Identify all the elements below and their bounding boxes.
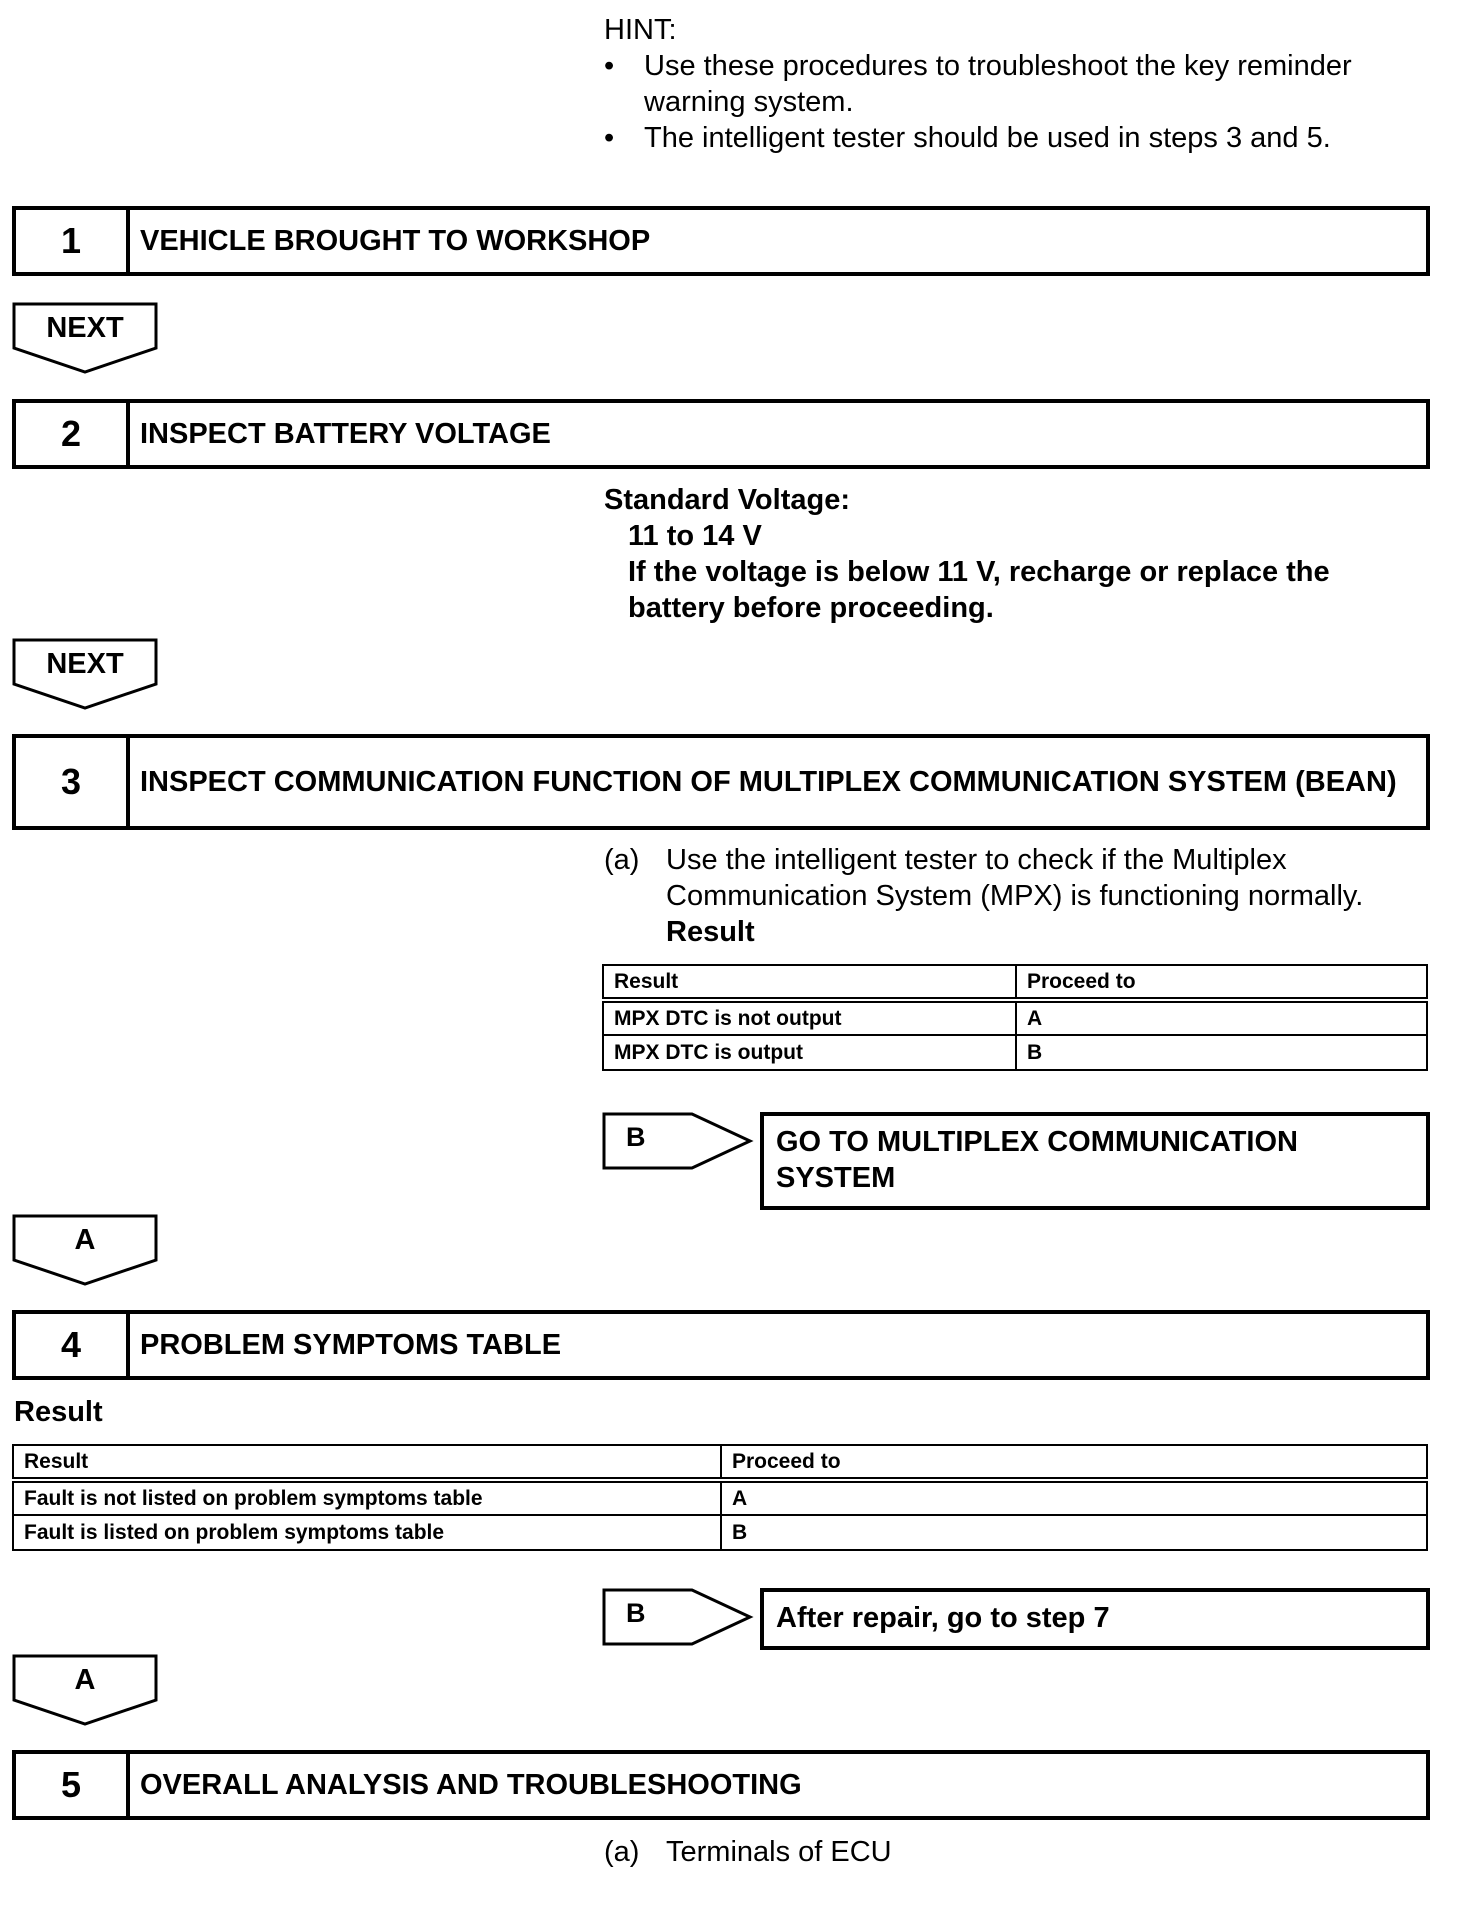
hint-label: HINT: — [604, 14, 677, 46]
step-number: 2 — [16, 403, 130, 465]
step-4-result-table — [12, 1444, 1428, 1551]
step-number: 5 — [16, 1754, 130, 1816]
next-arrow-2 — [12, 638, 158, 710]
table-header-cell: Proceed to — [1016, 965, 1427, 1000]
table-cell: MPX DTC is output — [603, 1035, 1016, 1070]
table-row — [603, 1000, 1427, 1035]
branch-label: B — [626, 1122, 646, 1152]
next-arrow-1 — [12, 302, 158, 374]
next-label: NEXT — [46, 312, 124, 344]
table-cell: Fault is listed on problem symptoms table — [13, 1515, 721, 1550]
step-title: INSPECT BATTERY VOLTAGE — [140, 418, 551, 450]
step-title: PROBLEM SYMPTOMS TABLE — [140, 1329, 562, 1361]
table-cell: A — [721, 1480, 1427, 1515]
list-marker: (a) — [604, 844, 640, 876]
voltage-note: If the voltage is below 11 V, recharge or replace the battery before proceeding. — [628, 556, 1330, 624]
step-title: OVERALL ANALYSIS AND TROUBLESHOOTING — [140, 1769, 802, 1801]
voltage-value: 11 to 14 V — [628, 520, 762, 552]
step-title: VEHICLE BROUGHT TO WORKSHOP — [140, 225, 651, 257]
goto-box-mpx: GO TO MULTIPLEX COMMUNICATION SYSTEM — [760, 1112, 1430, 1210]
table-cell: B — [1016, 1035, 1427, 1070]
voltage-heading: Standard Voltage: — [604, 484, 850, 516]
hint-item: • The intelligent tester should be used in steps 3 and 5. — [604, 120, 1424, 156]
step-number: 4 — [16, 1314, 130, 1376]
table-cell: MPX DTC is not output — [603, 1000, 1016, 1035]
table-row — [13, 1515, 1427, 1550]
next-label: NEXT — [46, 648, 124, 680]
table-row — [13, 1480, 1427, 1515]
result-label: Result — [14, 1396, 103, 1428]
hint-block — [604, 12, 1424, 156]
table-cell: Fault is not listed on problem symptoms table — [13, 1480, 721, 1515]
branch-label: B — [626, 1598, 646, 1628]
branch-label: A — [74, 1664, 96, 1696]
step-2-header — [12, 399, 1430, 469]
step-1-header — [12, 206, 1430, 276]
table-cell: B — [721, 1515, 1427, 1550]
step-number: 3 — [16, 738, 130, 826]
table-header-cell: Result — [603, 965, 1016, 1000]
table-header-cell: Proceed to — [721, 1445, 1427, 1480]
table-cell: A — [1016, 1000, 1427, 1035]
voltage-block — [604, 482, 1424, 626]
branch-label: A — [74, 1224, 96, 1256]
hint-item: • Use these procedures to troubleshoot the key reminder warning system. — [604, 48, 1424, 120]
step-3-header — [12, 734, 1430, 830]
hint-list — [604, 48, 1424, 156]
table-header-cell: Result — [13, 1445, 721, 1480]
step-number: 1 — [16, 210, 130, 272]
step-3-result-table — [602, 964, 1428, 1071]
instruction-text: Use the intelligent tester to check if the Multiplex Communication System (MPX) is functioning normally. — [666, 844, 1364, 912]
step-title: INSPECT COMMUNICATION FUNCTION OF MULTIPLEX COMMUNICATION SYSTEM (BEAN) — [140, 766, 1397, 798]
table-header-row — [603, 965, 1427, 1000]
step-4-header — [12, 1310, 1430, 1380]
result-label: Result — [666, 916, 755, 948]
goto-box-step7: After repair, go to step 7 — [760, 1588, 1430, 1650]
table-row — [603, 1035, 1427, 1070]
a-arrow-2 — [12, 1654, 158, 1726]
b-arrow-2 — [602, 1588, 754, 1646]
table-header-row — [13, 1445, 1427, 1480]
b-arrow-1 — [602, 1112, 754, 1170]
step-5-header — [12, 1750, 1430, 1820]
a-arrow-1 — [12, 1214, 158, 1286]
step-3-instruction — [604, 842, 1430, 950]
step-5-instruction — [604, 1834, 1430, 1870]
list-marker: (a) — [604, 1836, 640, 1868]
instruction-text: Terminals of ECU — [666, 1836, 892, 1868]
